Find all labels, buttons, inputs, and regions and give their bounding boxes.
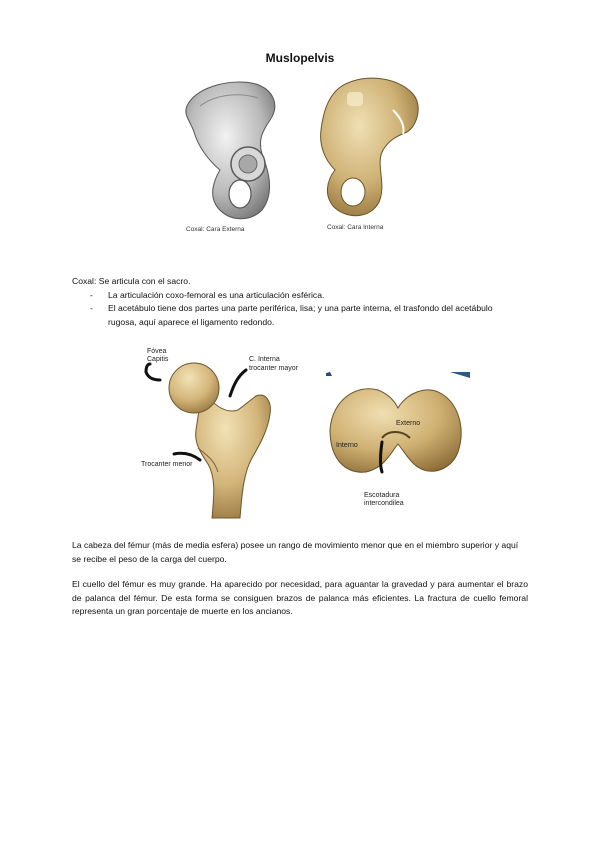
paragraph-cabeza-femur: La cabeza del fémur (más de media esfera) posee un rango de movimiento menor que en el miembro superior y aquí se recibe el peso de la carga del cuerpo. xyxy=(72,540,519,564)
label-c-interna: C. Interna xyxy=(249,356,280,363)
bullet-text-2: El acetábulo tiene dos partes una parte periférica, lisa; y una parte interna, el trasfondo del acetábulo rugosa, aquí aparece el ligamento redondo. xyxy=(108,303,493,327)
coxal-figure xyxy=(176,72,426,242)
label-externo: Externo xyxy=(396,420,421,427)
coxal-internal-illustration xyxy=(309,74,424,224)
label-trocanter-mayor: trocanter mayor xyxy=(249,365,299,372)
label-interno: Interno xyxy=(336,442,358,449)
label-fovea-capitis: Fóvea Capitis xyxy=(147,348,169,363)
label-trocanter-menor: Trocanter menor xyxy=(141,461,193,468)
bullet-dash-1: - xyxy=(90,290,93,300)
coxal-external-illustration xyxy=(178,76,288,226)
document-title: Muslopelvis xyxy=(265,51,335,65)
bullet-dash-2: - xyxy=(90,303,93,313)
coxal-intro: Coxal: Se articula con el sacro. xyxy=(72,276,191,286)
caption-cara-interna: Coxal: Cara Interna xyxy=(327,224,384,231)
bullet-text-1: La articulación coxo-femoral es una articulación esférica. xyxy=(108,290,325,300)
caption-cara-externa: Coxal: Cara Externa xyxy=(186,226,245,233)
paragraph-cuello-femur: El cuello del fémur es muy grande. Ha aparecido por necesidad, para aguantar la gravedad y para aumentar el brazo de palanca del fémur. De esta forma se consiguen brazos de palanca más eficientes. La fractura de cuello femoral representa un gran porcentaje de muerte en los ancianos. xyxy=(72,579,528,616)
label-escotadura: Escotadura intercondilea xyxy=(364,492,404,507)
femur-figure xyxy=(138,340,473,525)
